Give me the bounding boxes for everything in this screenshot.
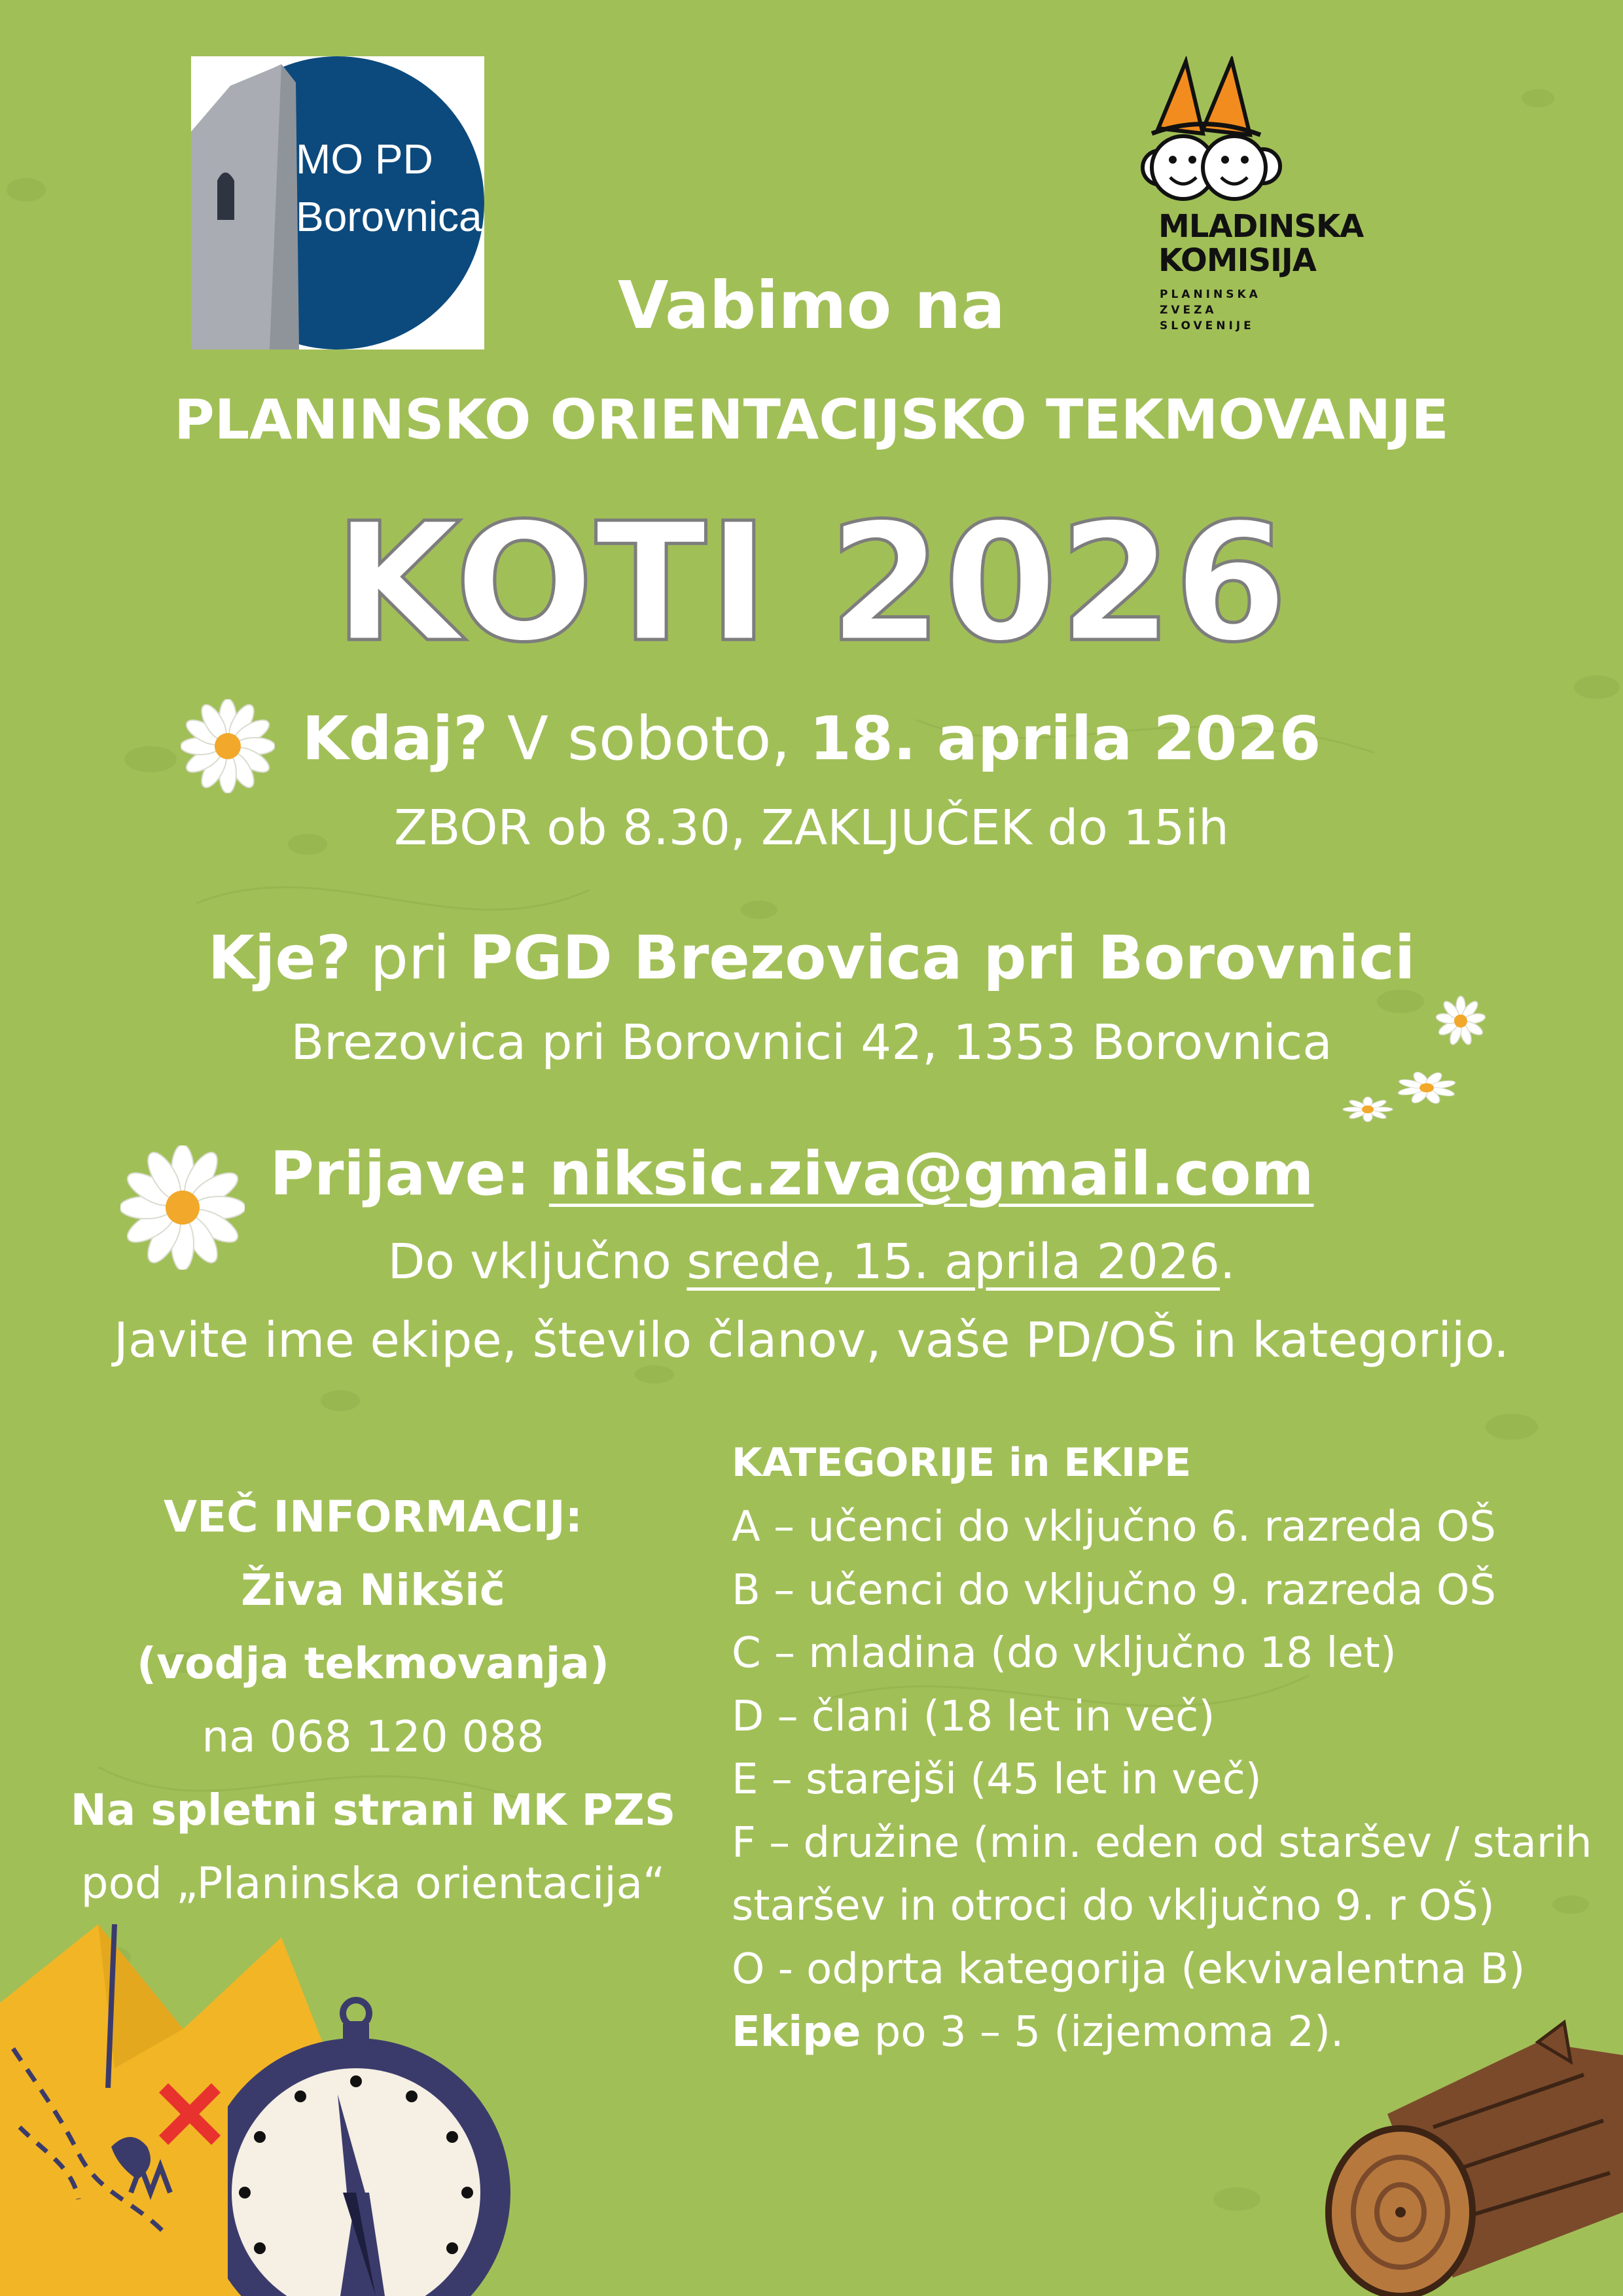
teams-text: po 3 – 5 (izjemoma 2). (874, 2008, 1344, 2056)
deadline-date: srede, 15. aprila 2026 (687, 1234, 1220, 1290)
categories-heading: KATEGORIJE in EKIPE (732, 1440, 1192, 1486)
mladinska-title-line1: MLADINSKA (1158, 208, 1364, 245)
mladinska-title-line2: KOMISIJA (1158, 242, 1316, 279)
category-item: F – družine (min. eden od staršev / starih (732, 1818, 1592, 1867)
categories-block (732, 1430, 1609, 2064)
where-line (157, 923, 1466, 993)
where-place: PGD Brezovica pri Borovnici (469, 923, 1416, 993)
mladinska-sub-line3: SLOVENIJE (1160, 319, 1255, 332)
more-info-block (39, 1480, 707, 1920)
when-label: Kdaj? (302, 704, 488, 774)
contact-name: Živa Nikšič (241, 1565, 505, 1615)
deadline-suffix: . (1220, 1234, 1236, 1290)
category-item: D – člani (18 let in več) (732, 1692, 1215, 1741)
contact-phone: na 068 120 088 (202, 1712, 544, 1762)
mladinska-sub-line2: ZVEZA (1160, 304, 1217, 317)
when-times: ZBOR ob 8.30, ZAKLJUČEK do 15ih (394, 800, 1229, 856)
mo-pd-logo-line2: Borovnica (296, 193, 482, 240)
mladinska-sub-line1: PLANINSKA (1160, 288, 1261, 301)
registration-label: Prijave: (270, 1139, 530, 1209)
event-type-heading: PLANINSKO ORIENTACIJSKO TEKMOVANJE (174, 387, 1449, 452)
when-day: V soboto, (507, 704, 791, 774)
registration-email-link[interactable]: niksic.ziva@gmail.com (548, 1139, 1314, 1209)
more-info-heading: VEČ INFORMACIJ: (163, 1492, 583, 1542)
daisy-icon (1435, 995, 1487, 1047)
category-item: B – učenci do vključno 9. razreda OŠ (732, 1566, 1497, 1615)
daisy-icon (1394, 1055, 1459, 1121)
mo-pd-logo-line1: MO PD (296, 135, 433, 183)
category-item: E – starejši (45 let in več) (732, 1755, 1262, 1804)
event-title: KOTI 2026 (334, 488, 1289, 678)
web-sub: pod „Planinska orientacija“ (80, 1858, 666, 1909)
where-prefix: pri (370, 923, 450, 993)
web-heading: Na spletni strani MK PZS (70, 1785, 676, 1835)
category-item: O - odprta kategorija (ekvivalentna B) (732, 1945, 1525, 1994)
mladinska-mascots-graphic (1113, 56, 1309, 207)
category-item: A – učenci do vključno 6. razreda OŠ (732, 1503, 1496, 1551)
registration-info: Javite ime ekipe, število članov, vaše PD/OŠ in kategorijo. (114, 1312, 1509, 1369)
where-address: Brezovica pri Borovnici 42, 1353 Borovnica (291, 1014, 1332, 1071)
contact-role: (vodja tekmovanja) (136, 1638, 610, 1689)
daisy-icon (1342, 1086, 1394, 1132)
registration-deadline (157, 1234, 1466, 1290)
category-item: C – mladina (do vključno 18 let) (732, 1629, 1397, 1677)
teams-label: Ekipe (732, 2008, 861, 2056)
daisy-icon (181, 699, 275, 793)
invite-heading: Vabimo na (618, 267, 1005, 344)
daisy-icon (120, 1145, 245, 1270)
where-label: Kje? (207, 923, 351, 993)
when-date: 18. aprila 2026 (809, 704, 1321, 774)
wooden-log-illustration (1322, 2016, 1623, 2296)
compass-illustration (228, 1996, 594, 2296)
category-item: staršev in otroci do vključno 9. r OŠ) (732, 1882, 1495, 1930)
deadline-prefix: Do vključno (387, 1234, 671, 1290)
registration-line (137, 1139, 1446, 1209)
when-line (157, 704, 1466, 774)
